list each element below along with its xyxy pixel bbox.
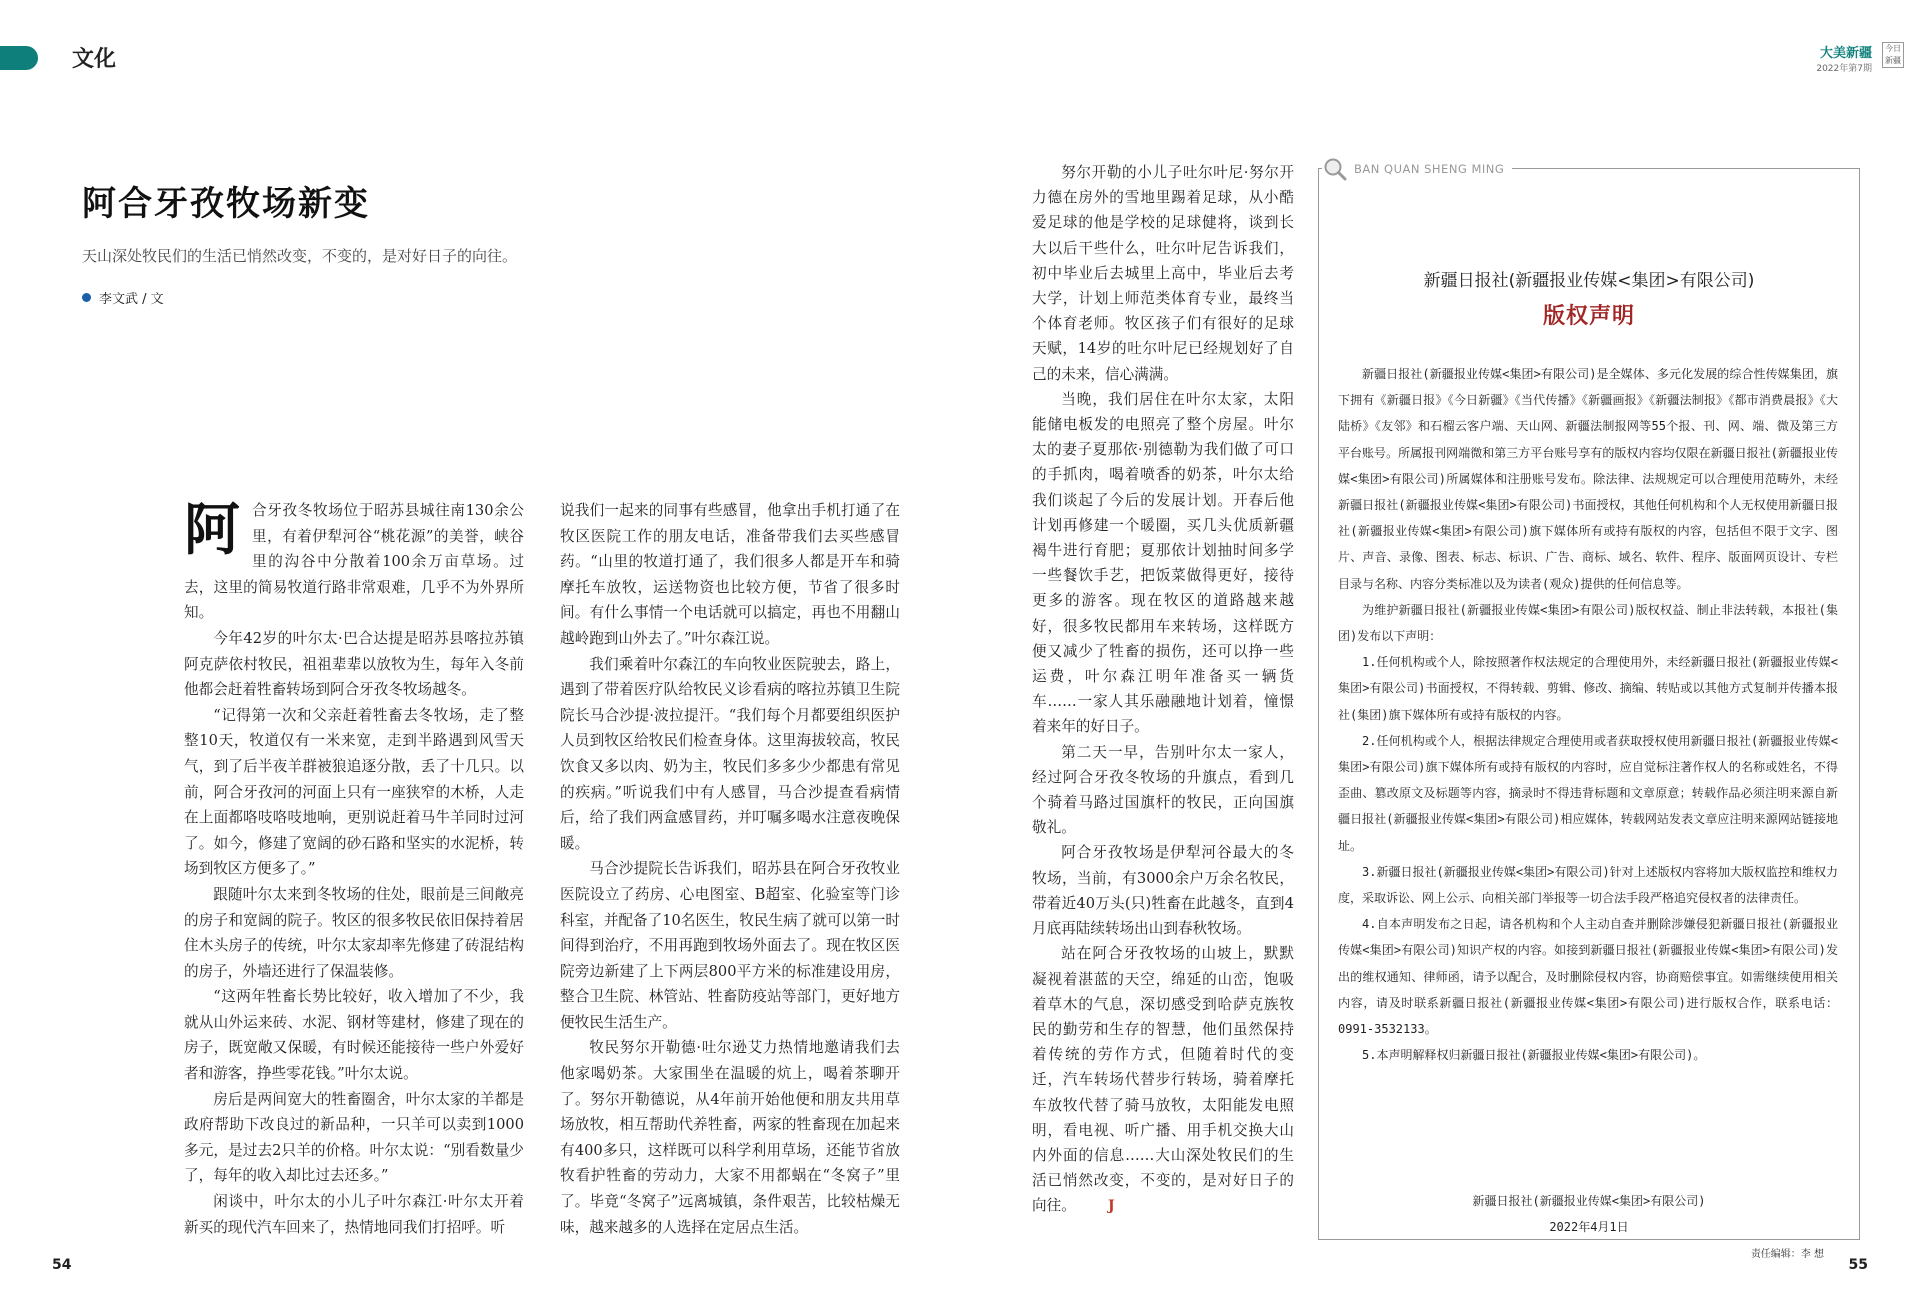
section-tab-marker [0,46,38,70]
article-paragraph: 跟随叶尔太来到冬牧场的住处，眼前是三间敞亮的房子和宽阔的院子。牧区的很多牧民依旧保持着居住木头房子的传统，叶尔太家却率先修建了砖混结构的房子，外墙还进行了保温装修。 [184,885,524,980]
article-paragraph: 说我们一起来的同事有些感冒，他拿出手机打通了在牧区医院工作的朋友电话，准备带我们去买些感冒药。“山里的牧道打通了，我们很多人都是开车和骑摩托车放牧，运送物资也比较方便，节省了很多时间。有什么事情一个电话就可以搞定，再也不用翻山越岭跑到山外去了。”叶尔森江说。 [560,502,900,647]
author-bullet-icon [82,293,91,302]
article-paragraph: 当晚，我们居住在叶尔太家，太阳能储电板发的电照亮了整个房屋。叶尔太的妻子夏那依·别德勒为我们做了可口的手抓肉，喝着喷香的奶茶，叶尔太给我们谈起了今后的发展计划。开春后他计划再修建一个暖圈，买几头优质新疆褐牛进行育肥；夏那依计划抽时间多学一些餐饮手艺，把饭菜做得更好，接待更多的游客。现在牧区的道路越来越好，很多牧民都用车来转场，这样既方便又减少了牲畜的损伤，还可以挣一些运费，叶尔森江明年准备买一辆货车……一家人其乐融融地计划着，憧憬着来年的好日子。 [1032,390,1294,736]
copyright-notice-header [1322,156,1512,182]
responsible-editor: 责任编辑：李 想 [1750,1249,1824,1260]
author-name: 李文武 / 文 [99,292,164,307]
notice-paragraph: 4.自本声明发布之日起，请各机构和个人主动自查并删除涉嫌侵犯新疆日报社(新疆报业传媒<集团>有限公司)知识产权的内容。如接到新疆日报社(新疆报业传媒<集团>有限公司)发出的维权通知、律师函，请予以配合，及时删除侵权内容，协商赔偿事宜。如需继续使用相关内容，请及时联系新疆日报社(新疆报业传媒<集团>有限公司)进行版权合作，联系电话：0991-3532133。 [1338,917,1838,1037]
article-subtitle: 天山深处牧民们的生活已悄然改变，不变的，是对好日子的向往。 [82,247,518,265]
article-end-mark: J [1107,1198,1115,1215]
article-paragraph: 第二天一早，告别叶尔太一家人，经过阿合牙孜冬牧场的升旗点，看到几个骑着马路过国旗杆的牧民，正向国旗敬礼。 [1032,743,1294,837]
magazine-mark: 今日新疆 [1882,42,1904,68]
copyright-notice-title: 版权声明 [1542,304,1635,329]
article-paragraph: “记得第一次和父亲赶着牲畜去冬牧场，走了整整10天，牧道仅有一米来宽，走到半路遇到风雪天气，到了后半夜羊群被狼追逐分散，丢了十几只。以前，阿合牙孜河的河面上只有一座狭窄的木桥，人走在上面都咯吱咯吱地响，更别说赶着马牛羊同时过河了。如今，修建了宽阔的砂石路和坚实的水泥桥，转场到牧区方便多了。” [184,706,524,878]
notice-paragraph: 2.任何机构或个人，根据法律规定合理使用或者获取授权使用新疆日报社(新疆报业传媒<集团>有限公司)旗下媒体所有或持有版权的内容时，应自觉标注著作权人的名称或姓名，不得歪曲、篡改原文及标题等内容，摘录时不得违背标题和文章原意；转载作品必须注明来源自新疆日报社(新疆报业传媒<集团>有限公司)相应媒体，转载网站发表文章应注明来源网站链接地址。 [1338,733,1838,853]
notice-paragraph: 新疆日报社(新疆报业传媒<集团>有限公司)是全媒体、多元化发展的综合性传媒集团，旗下拥有《新疆日报》《今日新疆》《当代传播》《新疆画报》《新疆法制报》《都市消费晨报》《大陆桥》《友邻》和石榴云客户端、天山网、新疆法制报网等55个报、刊、网、端、微及第三方平台账号。所属报刊网端微和第三方平台账号享有的版权内容均仅限在新疆日报社(新疆报业传媒<集团>有限公司)所属媒体和注册账号发布。除法律、法规规定可以合理使用范畴外，未经新疆日报社(新疆报业传媒<集团>有限公司)书面授权，其他任何机构和个人无权使用新疆日报社(新疆报业传媒<集团>有限公司)旗下媒体所有或持有版权的内容，包括但不限于文字、图片、声音、录像、图表、标志、标识、广告、商标、域名、软件、程序、版面网页设计、专栏目录与名称、内容分类标准以及为读者(观众)提供的任何信息等。 [1338,367,1838,591]
page-number-right: 55 [1848,1257,1868,1273]
notice-paragraph: 5.本声明解释权归新疆日报社(新疆报业传媒<集团>有限公司)。 [1362,1048,1706,1063]
article-paragraph: 阿合牙孜冬牧场位于昭苏县城往南130余公里，有着伊犁河谷“桃花源”的美誉，峡谷里的沟谷中分散着100余万亩草场。过去，这里的简易牧道行路非常艰难，几乎不为外界所知。 [184,497,524,622]
notice-paragraph: 为维护新疆日报社(新疆报业传媒<集团>有限公司)版权权益、制止非法转载，本报社(集团)发布以下声明： [1338,602,1838,644]
drop-cap: 阿 [184,497,240,563]
article-paragraph: 房后是两间宽大的牲畜圈舍，叶尔太家的羊都是政府帮助下改良过的新品种，一只羊可以卖到1000多元，是过去2只羊的价格。叶尔太说：“别看数量少了，每年的收入却比过去还多。” [184,1090,524,1185]
article-column-2 [560,498,900,1240]
copyright-notice-body [1338,361,1838,1068]
magnifier-icon [1322,156,1348,182]
notice-signature-date: 2022年4月1日 [1549,1220,1629,1234]
copyright-notice-signature [1318,1188,1860,1240]
article-paragraph: “这两年牲畜长势比较好，收入增加了不少，我就从山外运来砖、水泥、钢材等建材，修建了现在的房子，既宽敞又保暖，有时候还能接待一些户外爱好者和游客，挣些零花钱。”叶尔太说。 [184,988,524,1083]
notice-signature-name: 新疆日报社(新疆报业传媒<集团>有限公司) [1472,1194,1706,1208]
article-title: 阿合牙孜牧场新变 [82,184,370,224]
article-paragraph: 闲谈中，叶尔太的小儿子叶尔森江·叶尔太开着新买的现代汽车回来了，热情地同我们打招呼。听 [184,1193,524,1236]
magazine-name: 大美新疆 [1819,46,1872,61]
article-paragraph: 我们乘着叶尔森江的车向牧业医院驶去，路上，遇到了带着医疗队给牧民义诊看病的喀拉苏镇卫生院院长马合沙提·波拉提汗。“我们每个月都要组织医护人员到牧区给牧民们检查身体。这里海拔较高，牧民饮食又多以肉、奶为主，牧民们多多少少都患有常见的疾病。”听说我们中有人感冒，马合沙提查看病情后，给了我们两盒感冒药，并叮嘱多喝水注意夜晚保暖。 [560,655,900,852]
magazine-masthead [1816,42,1872,74]
article-paragraph: 努尔开勒的小儿子吐尔叶尼·努尔开力德在房外的雪地里踢着足球，从小酷爱足球的他是学校的足球健将，谈到长大以后干些什么，吐尔叶尼告诉我们，初中毕业后去城里上高中，毕业后去考大学，计划上师范类体育专业，最终当个体育老师。牧区孩子们有很好的足球天赋，14岁的吐尔叶尼已经规划好了自己的未来，信心满满。 [1032,164,1294,383]
section-label: 文化 [72,47,117,72]
article-paragraph: 阿合牙孜牧场是伊犁河谷最大的冬牧场，当前，有3000余户万余名牧民，带着近40万头(只)牲畜在此越冬，直到4月底再陆续转场出山到春秋牧场。 [1032,844,1294,938]
article-paragraph: 今年42岁的叶尔太·巴合达提是昭苏县喀拉苏镇阿克萨依村牧民，祖祖辈辈以放牧为生，每年入冬前他都会赶着牲畜转场到阿合牙孜冬牧场越冬。 [184,629,524,699]
article-column-3 [1032,160,1294,1220]
notice-paragraph: 1.任何机构或个人，除按照著作权法规定的合理使用外，未经新疆日报社(新疆报业传媒<集团>有限公司)书面授权，不得转载、剪辑、修改、摘编、转贴或以其他方式复制并传播本报社(集团)旗下媒体所有或持有版权的内容。 [1338,655,1838,722]
copyright-notice-header-label: BAN QUAN SHENG MING [1354,162,1505,176]
article-column-1 [184,498,524,1240]
page-number-left: 54 [52,1257,72,1273]
copyright-notice-publisher: 新疆日报社(新疆报业传媒<集团>有限公司) [1423,271,1755,291]
article-paragraph: 站在阿合牙孜牧场的山坡上，默默凝视着湛蓝的天空，绵延的山峦，饱吸着草木的气息，深切感受到哈萨克族牧民的勤劳和生存的智慧，他们虽然保持着传统的劳作方式，但随着时代的变迁，汽车转场代替步行转场，骑着摩托车放牧代替了骑马放牧，太阳能发电照明，看电视、听广播、用手机交换大山内外面的信息……大山深处牧民们的生活已悄然改变，不变的，是对好日子的向往。 J [1032,941,1294,1219]
article-author [82,288,164,307]
notice-paragraph: 3.新疆日报社(新疆报业传媒<集团>有限公司)针对上述版权内容将加大版权监控和维权力度，采取诉讼、网上公示、向相关部门举报等一切合法手段严格追究侵权者的法律责任。 [1338,864,1838,906]
magazine-issue: 2022年第7期 [1816,64,1872,74]
article-paragraph: 牧民努尔开勒德·吐尔逊艾力热情地邀请我们去他家喝奶茶。大家围坐在温暖的炕上，喝着茶聊开了。努尔开勒德说，从4年前开始他便和朋友共用草场放牧，相互帮助代养牲畜，两家的牲畜现在加起来有400多只，这样既可以科学利用草场，还能节省放牧看护牲畜的劳动力，大家不用都蜗在“冬窝子”里了。毕竟“冬窝子”远离城镇，条件艰苦，比较枯燥无味，越来越多的人选择在定居点生活。 [560,1039,900,1236]
article-paragraph: 马合沙提院长告诉我们，昭苏县在阿合牙孜牧业医院设立了药房、心电图室、B超室、化验室等门诊科室，并配备了10名医生，牧民生病了就可以第一时间得到治疗，不用再跑到牧场外面去了。现在牧区医院旁边新建了上下两层800平方米的标准建设用房，整合卫生院、林管站、牲畜防疫站等部门，更好地方便牧民生活生产。 [560,860,900,1031]
